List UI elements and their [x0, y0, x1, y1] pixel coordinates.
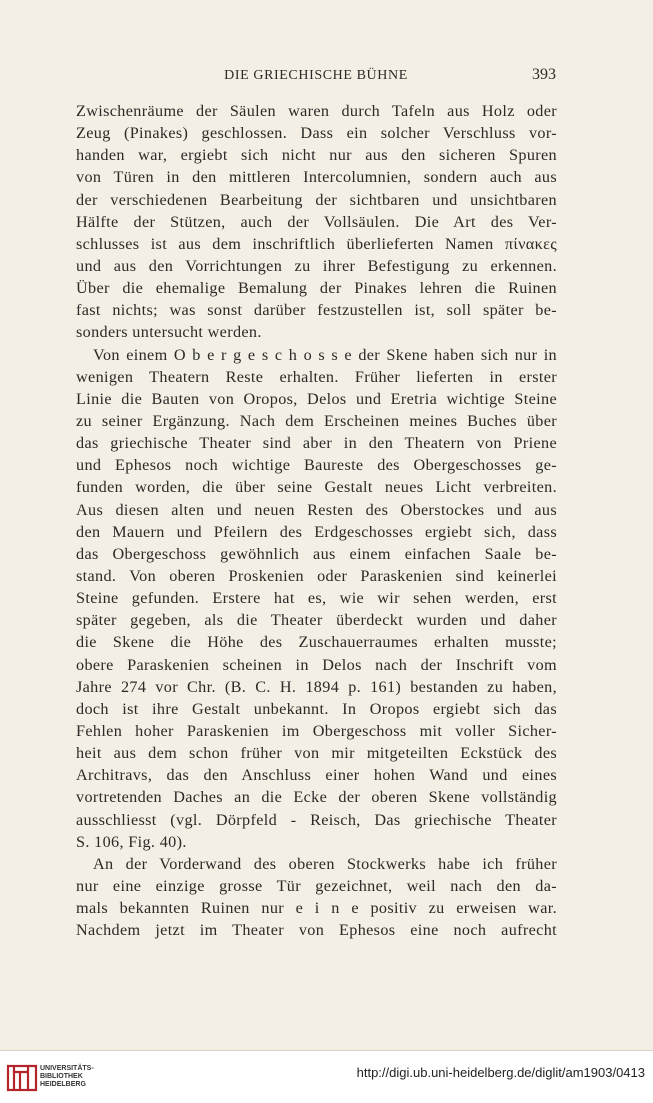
text-line: nur eine einzige grosse Tür gezeichnet, weil nach den da- — [76, 876, 557, 895]
text-line: vortretenden Daches an die Ecke der oberen Skene vollständig — [76, 788, 557, 807]
text-line: zu seiner Ergänzung. Nach dem Erscheinen meines Buches über — [76, 411, 557, 430]
text-line: obere Paraskenien scheinen in Delos nach der Inschrift vom — [76, 655, 557, 674]
text-line: sonders untersucht werden. — [76, 323, 262, 342]
text-line: von Türen in den mittleren Intercolumnien, sondern auch aus — [76, 168, 557, 187]
text-line: heit aus dem schon früher von mir mitgeteilten Eckstück des — [76, 744, 557, 763]
text-line: wenigen Theatern Reste erhalten. Früher lieferten in erster — [76, 367, 557, 386]
text-line: Zeug (Pinakes) geschlossen. Dass ein solcher Verschluss vor- — [76, 124, 557, 143]
text-line: ausschliesst (vgl. Dörpfeld - Reisch, Das griechische Theater — [76, 810, 557, 829]
text-line: Aus diesen alten und neuen Resten des Oberstockes und aus — [76, 500, 557, 519]
text-line: den Mauern und Pfeilern des Erdgeschosses ergiebt sich, dass — [76, 522, 557, 541]
text-line: der verschiedenen Bearbeitung der sichtbaren und unsichtbaren — [76, 190, 557, 209]
page-number: 393 — [532, 66, 556, 83]
paragraph-start-line: Von einem O b e r g e s c h o s s e der Skene haben sich nur in — [93, 345, 557, 364]
text-line: das Obergeschoss gewöhnlich aus einem einfachen Saale be- — [76, 544, 557, 563]
text-line: schlusses ist aus dem inschriftlich überlieferten Namen πίνακες — [76, 234, 557, 253]
paragraph-start-line: An der Vorderwand des oberen Stockwerks habe ich früher — [93, 854, 557, 873]
body-text — [76, 100, 557, 941]
text-line: Über die ehemalige Bemalung der Pinakes lehren die Ruinen — [76, 279, 557, 298]
text-line: später gegeben, als die Theater überdeckt wurden und daher — [76, 611, 557, 630]
text-line: Zwischenräume der Säulen waren durch Tafeln aus Holz oder — [76, 102, 557, 120]
text-line: Hälfte der Stützen, auch der Vollsäulen. Die Art des Ver- — [76, 212, 557, 231]
library-logo-icon — [6, 1062, 38, 1094]
source-url-link[interactable]: http://digi.ub.uni-heidelberg.de/diglit/am1903/0413 — [356, 1065, 645, 1080]
text-line: Architravs, das den Anschluss einer hohen Wand und eines — [76, 766, 557, 785]
text-line: das griechische Theater sind aber in den Theatern von Priene — [76, 434, 557, 453]
text-line: Fehlen hoher Paraskenien im Obergeschoss mit voller Sicher- — [76, 721, 557, 740]
text-line: Jahre 274 vor Chr. (B. C. H. 1894 p. 161) bestanden zu haben, — [76, 677, 557, 696]
text-line: Linie die Bauten von Oropos, Delos und Eretria wichtige Steine — [76, 389, 557, 408]
text-line: stand. Von oberen Proskenien oder Paraskenien sind keinerlei — [76, 566, 557, 585]
text-line: doch ist ihre Gestalt unbekannt. In Oropos ergiebt sich das — [76, 699, 557, 718]
text-line: und aus den Vorrichtungen zu ihrer Befestigung zu erkennen. — [76, 256, 557, 275]
text-line: funden worden, die über seine Gestalt neues Licht verbreiten. — [76, 478, 557, 497]
text-line: handen war, ergiebt sich nicht nur aus den sicheren Spuren — [76, 146, 557, 165]
text-line: und Ephesos noch wichtige Baureste des Obergeschosses ge- — [76, 456, 557, 475]
text-line: mals bekannten Ruinen nur e i n e positiv zu erweisen war. — [76, 899, 557, 918]
text-line: die Skene die Höhe des Zuschauerraumes erhalten musste; — [76, 633, 557, 652]
library-footer — [0, 1050, 653, 1103]
running-title: DIE GRIECHISCHE BÜHNE — [224, 68, 408, 83]
library-name: UNIVERSITÄTS- BIBLIOTHEK HEIDELBERG — [40, 1065, 94, 1088]
running-head — [76, 66, 556, 88]
text-line: S. 106, Fig. 40). — [76, 832, 187, 851]
text-line: fast nichts; was sonst darüber festzustellen ist, soll später be- — [76, 301, 557, 320]
text-line: Steine gefunden. Erstere hat es, wie wir sehen werden, erst — [76, 589, 557, 608]
text-line: Nachdem jetzt im Theater von Ephesos eine noch aufrecht — [76, 921, 557, 940]
